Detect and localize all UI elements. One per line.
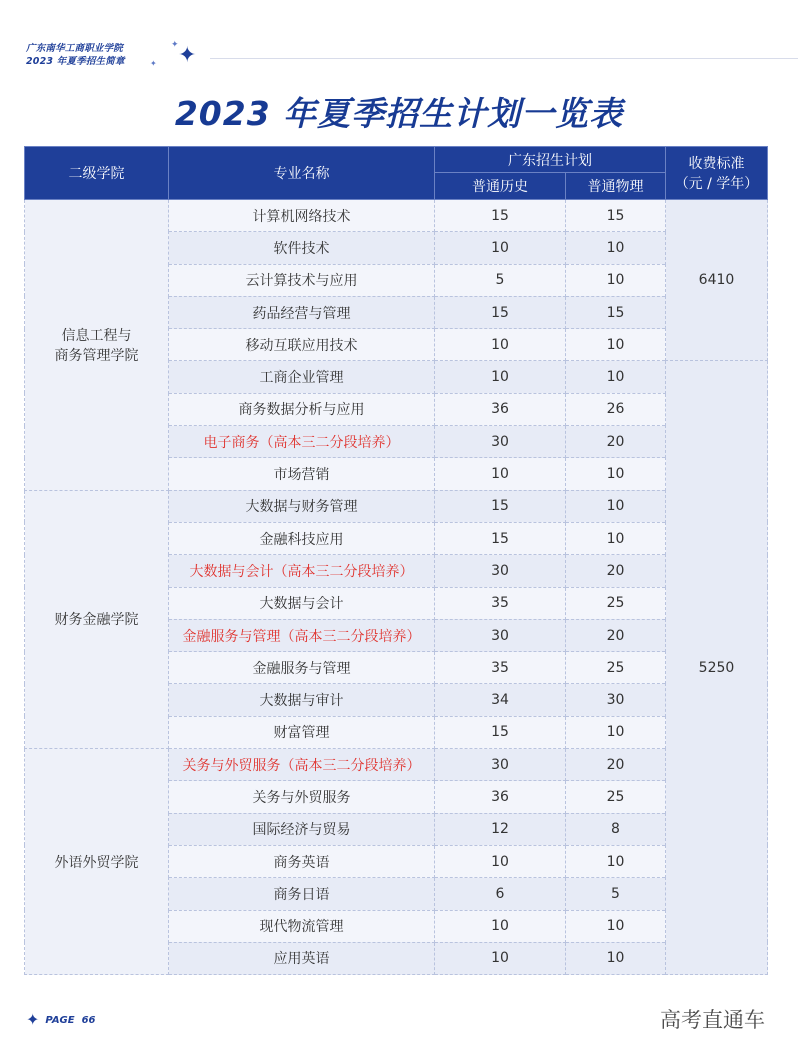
history-cell: 10 [435,232,566,264]
major-cell: 大数据与会计 [169,587,435,619]
header-fee [666,147,768,200]
physics-cell: 10 [566,522,666,554]
major-cell: 市场营销 [169,458,435,490]
physics-cell: 10 [566,716,666,748]
physics-cell: 25 [566,652,666,684]
physics-cell: 20 [566,619,666,651]
major-cell: 软件技术 [169,232,435,264]
physics-cell: 15 [566,200,666,232]
physics-cell: 10 [566,361,666,393]
physics-cell: 10 [566,232,666,264]
physics-cell: 10 [566,458,666,490]
major-cell: 应用英语 [169,942,435,974]
history-cell: 10 [435,942,566,974]
major-cell: 电子商务（高本三二分段培养） [169,426,435,458]
history-cell: 6 [435,878,566,910]
physics-cell: 10 [566,329,666,361]
major-cell: 金融科技应用 [169,522,435,554]
physics-cell: 25 [566,587,666,619]
sparkle-icon: ✦ [26,1010,40,1029]
physics-cell: 30 [566,684,666,716]
fee-cell: 6410 [666,200,768,361]
history-cell: 10 [435,845,566,877]
history-cell: 35 [435,587,566,619]
physics-cell: 10 [566,910,666,942]
physics-cell: 8 [566,813,666,845]
history-cell: 10 [435,910,566,942]
major-cell: 移动互联应用技术 [169,329,435,361]
history-cell: 30 [435,555,566,587]
sparkle-icon: ✦ [178,43,197,68]
physics-cell: 20 [566,749,666,781]
major-cell: 商务英语 [169,845,435,877]
major-cell: 商务数据分析与应用 [169,393,435,425]
brochure-subtitle: 2023 年夏季招生简章 [26,56,125,67]
history-cell: 15 [435,200,566,232]
page-label: PAGE [45,1015,75,1026]
header-history: 普通历史 [435,173,566,200]
history-cell: 15 [435,522,566,554]
header-plan-group: 广东招生计划 [435,147,666,173]
table-body [25,200,768,975]
major-cell: 现代物流管理 [169,910,435,942]
physics-cell: 20 [566,426,666,458]
major-cell: 关务与外贸服务（高本三二分段培养） [169,749,435,781]
history-cell: 30 [435,619,566,651]
header-divider [210,58,798,59]
history-cell: 36 [435,781,566,813]
college-cell: 外语外贸学院 [25,749,169,975]
header-major: 专业名称 [169,147,435,200]
sparkle-icon: ✦ [171,40,179,50]
history-cell: 12 [435,813,566,845]
major-cell: 计算机网络技术 [169,200,435,232]
table-row [25,200,768,232]
header-college: 二级学院 [25,147,169,200]
college-cell: 财务金融学院 [25,490,169,748]
history-cell: 15 [435,490,566,522]
major-cell: 关务与外贸服务 [169,781,435,813]
major-cell: 大数据与会计（高本三二分段培养） [169,555,435,587]
major-cell: 金融服务与管理（高本三二分段培养） [169,619,435,651]
physics-cell: 10 [566,264,666,296]
history-cell: 30 [435,749,566,781]
watermark: 高考直通车 [660,1008,765,1032]
physics-cell: 5 [566,878,666,910]
history-cell: 5 [435,264,566,296]
history-cell: 15 [435,296,566,328]
major-cell: 工商企业管理 [169,361,435,393]
physics-cell: 25 [566,781,666,813]
physics-cell: 10 [566,942,666,974]
major-cell: 云计算技术与应用 [169,264,435,296]
physics-cell: 26 [566,393,666,425]
fee-cell: 5250 [666,361,768,975]
physics-cell: 15 [566,296,666,328]
page-number: 66 [81,1015,96,1026]
physics-cell: 10 [566,845,666,877]
history-cell: 36 [435,393,566,425]
history-cell: 15 [435,716,566,748]
header-fee-line2: （元 / 学年） [674,176,759,192]
history-cell: 35 [435,652,566,684]
major-cell: 大数据与财务管理 [169,490,435,522]
table-row [25,490,768,522]
major-cell: 药品经营与管理 [169,296,435,328]
major-cell: 国际经济与贸易 [169,813,435,845]
history-cell: 10 [435,329,566,361]
school-header [26,42,125,68]
table-row [25,749,768,781]
major-cell: 金融服务与管理 [169,652,435,684]
major-cell: 财富管理 [169,716,435,748]
history-cell: 10 [435,458,566,490]
sparkle-icon: ✦ [150,59,157,68]
page-title: 2023 年夏季招生计划一览表 [174,94,624,133]
header-fee-line1: 收费标准 [688,156,745,172]
enrollment-plan-table [24,146,768,975]
history-cell: 30 [435,426,566,458]
school-name: 广东南华工商职业学院 [26,43,124,54]
major-cell: 商务日语 [169,878,435,910]
history-cell: 10 [435,361,566,393]
major-cell: 大数据与审计 [169,684,435,716]
college-cell: 信息工程与 商务管理学院 [25,200,169,491]
physics-cell: 20 [566,555,666,587]
physics-cell: 10 [566,490,666,522]
page-footer [26,1010,96,1029]
header-physics: 普通物理 [566,173,666,200]
history-cell: 34 [435,684,566,716]
